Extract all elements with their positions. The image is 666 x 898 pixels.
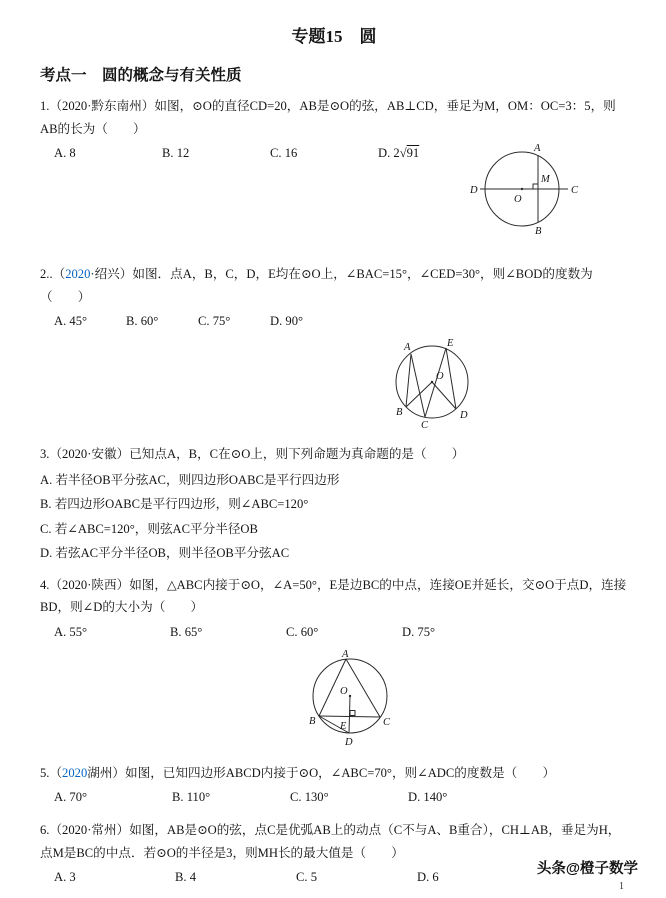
question-2 [40,263,628,433]
q1-right-angle-mark [533,184,538,189]
question-4-stem: 4.（2020·陕西）如图，△ABC内接于⊙O，∠A=50°，E是边BC的中点，连接OE并延长，交⊙O于点D，连接BD，则∠D的大小为（ ） [40,577,627,615]
q2-option-c: C. 75° [198,314,231,329]
q1-option-d-radicand: 91 [406,146,420,161]
q1-label-top: A [534,143,541,154]
q4-option-c: C. 60° [286,625,319,640]
q4-label-b: B [309,715,316,727]
q1-label-left: D [470,185,478,196]
question-5-stem [40,762,628,785]
q1-option-a: A. 8 [54,146,76,161]
q2-stem-prefix: 2..（ [40,267,66,281]
q4-option-b: B. 65° [170,625,203,640]
q4-label-c: C [383,716,391,728]
q6-option-d: D. 6 [417,870,439,885]
q2-label-a: A [404,341,411,353]
question-1-stem: 1.（2020·黔东南州）如图，⊙O的直径CD=20，AB是⊙O的弦，AB⊥CD，垂足为M，OM：OC=3：5，则AB的长为（ ） [40,99,616,136]
q3-option-b: B. 若四边形OABC是平行四边形，则∠ABC=120° [40,497,309,512]
question-6 [40,819,628,889]
q3-option-c: C. 若∠ABC=120°，则弦AC平分半径OB [40,521,258,536]
q6-option-a: A. 3 [54,870,76,885]
q2-center-dot [431,381,433,383]
q4-circle-diagram [302,648,628,750]
question-2-options [40,310,628,333]
q1-option-c: C. 16 [270,146,298,161]
q1-option-b: B. 12 [162,146,190,161]
q5-option-c: C. 130° [290,790,329,805]
q1-label-bottom: B [535,226,542,237]
q4-label-d: D [345,736,353,748]
q6-option-b: B. 4 [175,870,196,885]
q1-option-d-prefix: D. 2√ [378,146,407,161]
q3-option-d: D. 若弦AC平分半径OB，则半径OB平分弦AC [40,546,290,561]
q1-diagram-svg [468,139,584,239]
question-3-options [40,468,628,566]
q2-label-o: O [436,370,444,382]
q4-option-d: D. 75° [402,625,436,640]
q2-diagram-svg [384,337,484,433]
question-4 [40,574,628,750]
question-5 [40,762,628,809]
q4-label-e: E [340,720,347,732]
q2-label-e: E [447,337,454,349]
q4-center-dot [349,695,351,697]
q2-label-b: B [396,406,403,418]
q2-option-d: D. 90° [270,314,304,329]
question-3-stem: 3.（2020·安徽）已知点A，B，C在⊙O上，则下列命题为真命题的是（ ） [40,446,465,461]
q3-option-a: A. 若半径OB平分弦AC，则四边形OABC是平行四边形 [40,472,340,487]
q4-label-a: A [342,648,349,660]
watermark-footer: 头条@橙子数学 [536,861,638,877]
section-heading-1: 考点一 圆的概念与有关性质 [40,67,242,84]
q6-option-c: C. 5 [296,870,317,885]
q1-label-right: C [571,185,579,196]
question-6-stem: 6.（2020·常州）如图，AB是⊙O的弦，点C是优弧AB上的动点（C不与A、B重合），CH⊥AB，垂足为H，点M是BC的中点．若⊙O的半径是3，则MH长的最大值是（ ） [40,823,621,860]
q5-stem-prefix: 5.（ [40,765,63,780]
question-1 [40,95,628,247]
q5-stem-body: 湖州）如图，已知四边形ABCD内接于⊙O，∠ABC=70°，则∠ADC的度数是（ ） [87,765,556,780]
question-2-stem [40,263,628,308]
q2-year-link[interactable]: 2020 [65,267,91,281]
q5-year-link[interactable]: 2020 [62,765,88,780]
q1-center-dot [521,188,523,190]
q4-right-angle-mark [350,710,355,715]
q4-option-a: A. 55° [54,625,88,640]
page-number: 1 [619,881,624,892]
q2-circle-diagram [384,337,628,433]
question-3 [40,443,628,566]
q1-label-center: O [514,194,522,205]
q5-option-a: A. 70° [54,790,88,805]
q2-label-d: D [460,409,468,421]
q2-stem-body: ·绍兴）如图．点A，B，C，D，E均在⊙O上，∠BAC=15°，∠CED=30°，则∠BOD的度数为（ ） [40,267,593,304]
q2-option-a: A. 45° [54,314,88,329]
q1-label-foot: M [541,174,550,185]
question-4-options [40,621,628,644]
q2-label-c: C [421,419,429,431]
page-title: 专题15 圆 [291,27,377,46]
q4-label-o: O [340,685,348,697]
question-5-options [40,786,628,809]
q5-option-d: D. 140° [408,790,448,805]
q2-option-b: B. 60° [126,314,159,329]
q5-option-b: B. 110° [172,790,211,805]
q4-diagram-svg [302,648,402,750]
q1-circle-diagram [468,139,584,239]
